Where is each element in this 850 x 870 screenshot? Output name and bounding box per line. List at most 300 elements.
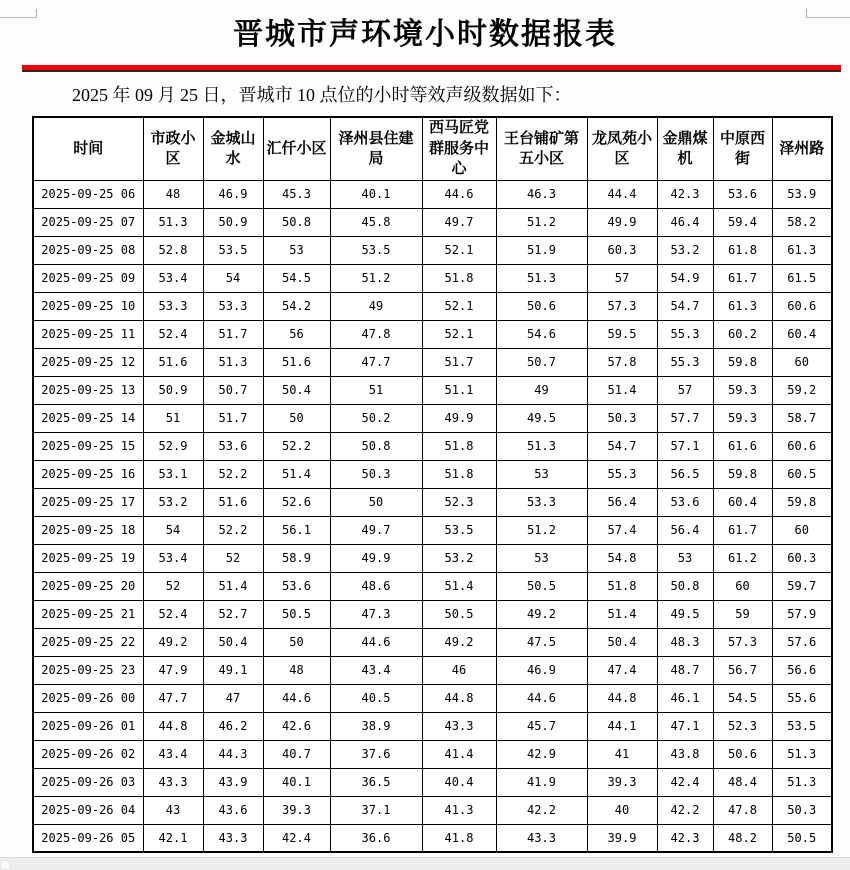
time-cell: 2025-09-25 14: [33, 404, 143, 432]
value-cell: 56.7: [713, 656, 772, 684]
value-cell: 45.7: [496, 712, 587, 740]
table-row: [33, 376, 832, 404]
value-cell: 51: [330, 376, 422, 404]
column-header: 金城山水: [203, 117, 263, 180]
value-cell: 52.4: [143, 600, 203, 628]
table-row: [33, 712, 832, 740]
table-row: [33, 432, 832, 460]
value-cell: 57.8: [587, 348, 657, 376]
value-cell: 43.4: [143, 740, 203, 768]
value-cell: 54: [203, 264, 263, 292]
value-cell: 43.6: [203, 796, 263, 824]
value-cell: 53.3: [496, 488, 587, 516]
value-cell: 60.3: [772, 544, 832, 572]
value-cell: 43.8: [657, 740, 713, 768]
time-cell: 2025-09-25 10: [33, 292, 143, 320]
value-cell: 52.8: [143, 236, 203, 264]
value-cell: 51.7: [422, 348, 496, 376]
value-cell: 47.3: [330, 600, 422, 628]
value-cell: 43.9: [203, 768, 263, 796]
value-cell: 57.7: [657, 404, 713, 432]
value-cell: 50.3: [587, 404, 657, 432]
value-cell: 42.3: [657, 824, 713, 852]
value-cell: 39.3: [587, 768, 657, 796]
time-cell: 2025-09-25 09: [33, 264, 143, 292]
value-cell: 51.3: [496, 264, 587, 292]
value-cell: 51.8: [422, 264, 496, 292]
value-cell: 50.5: [422, 600, 496, 628]
value-cell: 60.5: [772, 460, 832, 488]
time-cell: 2025-09-26 04: [33, 796, 143, 824]
value-cell: 37.1: [330, 796, 422, 824]
value-cell: 57.1: [657, 432, 713, 460]
value-cell: 46.3: [496, 180, 587, 208]
value-cell: 42.1: [143, 824, 203, 852]
column-header: 西马匠党群服务中心: [422, 117, 496, 180]
value-cell: 47.8: [330, 320, 422, 348]
value-cell: 50.2: [330, 404, 422, 432]
value-cell: 61.6: [713, 432, 772, 460]
value-cell: 59.8: [713, 460, 772, 488]
value-cell: 52.3: [713, 712, 772, 740]
value-cell: 53.6: [657, 488, 713, 516]
table-row: [33, 516, 832, 544]
value-cell: 60: [713, 572, 772, 600]
value-cell: 60.2: [713, 320, 772, 348]
table-row: [33, 572, 832, 600]
value-cell: 60.4: [713, 488, 772, 516]
value-cell: 59: [713, 600, 772, 628]
column-header: 时间: [33, 117, 143, 180]
value-cell: 55.3: [657, 348, 713, 376]
value-cell: 51.3: [772, 768, 832, 796]
time-cell: 2025-09-26 03: [33, 768, 143, 796]
value-cell: 47.8: [713, 796, 772, 824]
value-cell: 54.7: [657, 292, 713, 320]
value-cell: 53: [496, 544, 587, 572]
top-right-frame-edge: [806, 9, 850, 18]
value-cell: 60.4: [772, 320, 832, 348]
value-cell: 50.5: [263, 600, 330, 628]
value-cell: 59.5: [587, 320, 657, 348]
value-cell: 49.5: [496, 404, 587, 432]
value-cell: 58.9: [263, 544, 330, 572]
value-cell: 49.9: [330, 544, 422, 572]
time-cell: 2025-09-25 11: [33, 320, 143, 348]
time-cell: 2025-09-25 13: [33, 376, 143, 404]
value-cell: 46.4: [657, 208, 713, 236]
value-cell: 45.3: [263, 180, 330, 208]
report-subtitle: 2025 年 09 月 25 日，晋城市 10 点位的小时等效声级数据如下：: [72, 85, 572, 105]
value-cell: 56.1: [263, 516, 330, 544]
value-cell: 53.2: [143, 488, 203, 516]
value-cell: 47.7: [330, 348, 422, 376]
value-cell: 59.8: [713, 348, 772, 376]
value-cell: 57: [587, 264, 657, 292]
column-header: 泽州路: [772, 117, 832, 180]
time-cell: 2025-09-26 00: [33, 684, 143, 712]
value-cell: 48.3: [657, 628, 713, 656]
value-cell: 59.7: [772, 572, 832, 600]
noise-data-table: [32, 116, 833, 853]
value-cell: 52.3: [422, 488, 496, 516]
table-row: [33, 628, 832, 656]
value-cell: 51.8: [422, 460, 496, 488]
value-cell: 43.3: [422, 712, 496, 740]
time-cell: 2025-09-25 16: [33, 460, 143, 488]
value-cell: 51.7: [203, 404, 263, 432]
value-cell: 48: [263, 656, 330, 684]
page-title: 晋城市声环境小时数据报表: [233, 18, 617, 51]
table-row: [33, 796, 832, 824]
value-cell: 51.2: [496, 516, 587, 544]
value-cell: 51.8: [422, 432, 496, 460]
value-cell: 59.3: [713, 404, 772, 432]
column-header: 王台铺矿第五小区: [496, 117, 587, 180]
value-cell: 49.2: [143, 628, 203, 656]
value-cell: 51.7: [203, 320, 263, 348]
horizontal-scrollbar[interactable]: [0, 857, 850, 870]
value-cell: 57.6: [772, 628, 832, 656]
value-cell: 44.1: [587, 712, 657, 740]
value-cell: 42.9: [496, 740, 587, 768]
value-cell: 56.4: [587, 488, 657, 516]
value-cell: 54.2: [263, 292, 330, 320]
value-cell: 38.9: [330, 712, 422, 740]
value-cell: 49: [496, 376, 587, 404]
value-cell: 50: [330, 488, 422, 516]
table-row: [33, 208, 832, 236]
value-cell: 61.7: [713, 516, 772, 544]
value-cell: 49.9: [587, 208, 657, 236]
value-cell: 44.8: [422, 684, 496, 712]
value-cell: 51.6: [143, 348, 203, 376]
value-cell: 43.3: [203, 824, 263, 852]
value-cell: 40.5: [330, 684, 422, 712]
value-cell: 36.5: [330, 768, 422, 796]
table-row: [33, 488, 832, 516]
value-cell: 46.9: [496, 656, 587, 684]
time-cell: 2025-09-26 01: [33, 712, 143, 740]
value-cell: 59.8: [772, 488, 832, 516]
table-row: [33, 264, 832, 292]
value-cell: 51.3: [496, 432, 587, 460]
value-cell: 43.4: [330, 656, 422, 684]
value-cell: 44.8: [587, 684, 657, 712]
value-cell: 52.2: [203, 460, 263, 488]
top-left-frame-edge: [0, 9, 37, 18]
table-row: [33, 600, 832, 628]
value-cell: 60.6: [772, 432, 832, 460]
time-cell: 2025-09-25 23: [33, 656, 143, 684]
time-cell: 2025-09-25 06: [33, 180, 143, 208]
time-cell: 2025-09-25 12: [33, 348, 143, 376]
value-cell: 50.7: [203, 376, 263, 404]
value-cell: 54.6: [496, 320, 587, 348]
value-cell: 50.9: [203, 208, 263, 236]
value-cell: 55.3: [587, 460, 657, 488]
value-cell: 53.2: [657, 236, 713, 264]
value-cell: 52.4: [143, 320, 203, 348]
value-cell: 51.9: [496, 236, 587, 264]
value-cell: 57: [657, 376, 713, 404]
value-cell: 41.8: [422, 824, 496, 852]
value-cell: 49.7: [422, 208, 496, 236]
value-cell: 52.2: [263, 432, 330, 460]
value-cell: 50: [263, 404, 330, 432]
value-cell: 52.2: [203, 516, 263, 544]
value-cell: 44.6: [330, 628, 422, 656]
value-cell: 53.5: [772, 712, 832, 740]
value-cell: 50: [263, 628, 330, 656]
time-cell: 2025-09-25 08: [33, 236, 143, 264]
column-header: 中原西街: [713, 117, 772, 180]
value-cell: 51.2: [330, 264, 422, 292]
value-cell: 51.3: [203, 348, 263, 376]
report-page: [0, 9, 850, 870]
title-divider: [22, 65, 841, 72]
value-cell: 46.9: [203, 180, 263, 208]
value-cell: 50.3: [330, 460, 422, 488]
value-cell: 58.7: [772, 404, 832, 432]
column-header: 泽州县住建局: [330, 117, 422, 180]
value-cell: 52.7: [203, 600, 263, 628]
column-header: 龙凤苑小区: [587, 117, 657, 180]
value-cell: 42.4: [657, 768, 713, 796]
value-cell: 50.4: [587, 628, 657, 656]
value-cell: 50.8: [657, 572, 713, 600]
value-cell: 59.4: [713, 208, 772, 236]
value-cell: 51.1: [422, 376, 496, 404]
table-row: [33, 236, 832, 264]
column-header: 市政小区: [143, 117, 203, 180]
value-cell: 44.3: [203, 740, 263, 768]
value-cell: 50.4: [203, 628, 263, 656]
value-cell: 49.7: [330, 516, 422, 544]
value-cell: 43: [143, 796, 203, 824]
value-cell: 51.4: [587, 600, 657, 628]
value-cell: 50.6: [496, 292, 587, 320]
value-cell: 47.5: [496, 628, 587, 656]
value-cell: 49.9: [422, 404, 496, 432]
value-cell: 40.4: [422, 768, 496, 796]
value-cell: 44.6: [263, 684, 330, 712]
time-cell: 2025-09-25 17: [33, 488, 143, 516]
value-cell: 51.4: [263, 460, 330, 488]
value-cell: 53.9: [772, 180, 832, 208]
value-cell: 42.2: [496, 796, 587, 824]
value-cell: 54.9: [657, 264, 713, 292]
value-cell: 49.1: [203, 656, 263, 684]
value-cell: 54.5: [713, 684, 772, 712]
value-cell: 52.1: [422, 292, 496, 320]
value-cell: 42.2: [657, 796, 713, 824]
value-cell: 53.4: [143, 544, 203, 572]
time-cell: 2025-09-26 05: [33, 824, 143, 852]
value-cell: 51.4: [203, 572, 263, 600]
value-cell: 56.5: [657, 460, 713, 488]
scrollbar-thumb[interactable]: [0, 860, 11, 870]
value-cell: 41: [587, 740, 657, 768]
value-cell: 50.9: [143, 376, 203, 404]
value-cell: 46.2: [203, 712, 263, 740]
value-cell: 50.5: [772, 824, 832, 852]
value-cell: 47.7: [143, 684, 203, 712]
value-cell: 53: [263, 236, 330, 264]
value-cell: 39.9: [587, 824, 657, 852]
value-cell: 57.3: [713, 628, 772, 656]
value-cell: 44.8: [143, 712, 203, 740]
value-cell: 48.6: [330, 572, 422, 600]
table-row: [33, 824, 832, 852]
value-cell: 61.3: [772, 236, 832, 264]
time-cell: 2025-09-25 20: [33, 572, 143, 600]
value-cell: 61.3: [713, 292, 772, 320]
value-cell: 48.4: [713, 768, 772, 796]
value-cell: 48.7: [657, 656, 713, 684]
value-cell: 53.3: [143, 292, 203, 320]
table-row: [33, 180, 832, 208]
value-cell: 53.6: [203, 432, 263, 460]
value-cell: 53.5: [422, 516, 496, 544]
value-cell: 43.3: [496, 824, 587, 852]
time-cell: 2025-09-25 18: [33, 516, 143, 544]
value-cell: 50.3: [772, 796, 832, 824]
value-cell: 50.8: [330, 432, 422, 460]
value-cell: 59.2: [772, 376, 832, 404]
table-row: [33, 544, 832, 572]
value-cell: 55.6: [772, 684, 832, 712]
time-cell: 2025-09-26 02: [33, 740, 143, 768]
value-cell: 49.5: [657, 600, 713, 628]
value-cell: 53.6: [263, 572, 330, 600]
value-cell: 49.2: [496, 600, 587, 628]
value-cell: 54.5: [263, 264, 330, 292]
value-cell: 40.7: [263, 740, 330, 768]
value-cell: 60.6: [772, 292, 832, 320]
value-cell: 50.5: [496, 572, 587, 600]
value-cell: 51: [143, 404, 203, 432]
value-cell: 42.6: [263, 712, 330, 740]
value-cell: 52.1: [422, 320, 496, 348]
value-cell: 51.4: [587, 376, 657, 404]
value-cell: 59.3: [713, 376, 772, 404]
value-cell: 41.4: [422, 740, 496, 768]
value-cell: 49: [330, 292, 422, 320]
value-cell: 61.7: [713, 264, 772, 292]
header-row: [33, 117, 832, 180]
value-cell: 50.6: [713, 740, 772, 768]
value-cell: 61.5: [772, 264, 832, 292]
value-cell: 58.2: [772, 208, 832, 236]
value-cell: 46.1: [657, 684, 713, 712]
value-cell: 56.4: [657, 516, 713, 544]
value-cell: 47: [203, 684, 263, 712]
column-header: 汇仟小区: [263, 117, 330, 180]
value-cell: 53: [657, 544, 713, 572]
value-cell: 53.6: [713, 180, 772, 208]
value-cell: 42.4: [263, 824, 330, 852]
value-cell: 55.3: [657, 320, 713, 348]
value-cell: 47.4: [587, 656, 657, 684]
value-cell: 43.3: [143, 768, 203, 796]
table-row: [33, 768, 832, 796]
value-cell: 56.6: [772, 656, 832, 684]
time-cell: 2025-09-25 22: [33, 628, 143, 656]
value-cell: 40.1: [263, 768, 330, 796]
time-cell: 2025-09-25 21: [33, 600, 143, 628]
value-cell: 57.3: [587, 292, 657, 320]
column-header: 金鼎煤机: [657, 117, 713, 180]
value-cell: 40: [587, 796, 657, 824]
value-cell: 53.5: [330, 236, 422, 264]
value-cell: 61.2: [713, 544, 772, 572]
time-cell: 2025-09-25 19: [33, 544, 143, 572]
value-cell: 53: [496, 460, 587, 488]
value-cell: 40.1: [330, 180, 422, 208]
value-cell: 52.9: [143, 432, 203, 460]
value-cell: 37.6: [330, 740, 422, 768]
table-row: [33, 320, 832, 348]
value-cell: 41.9: [496, 768, 587, 796]
value-cell: 51.8: [587, 572, 657, 600]
value-cell: 50.8: [263, 208, 330, 236]
value-cell: 54.7: [587, 432, 657, 460]
table-row: [33, 684, 832, 712]
table-row: [33, 348, 832, 376]
value-cell: 49.2: [422, 628, 496, 656]
value-cell: 51.6: [203, 488, 263, 516]
table-row: [33, 460, 832, 488]
table-row: [33, 292, 832, 320]
value-cell: 51.2: [496, 208, 587, 236]
value-cell: 48: [143, 180, 203, 208]
value-cell: 60: [772, 516, 832, 544]
value-cell: 53.5: [203, 236, 263, 264]
value-cell: 44.4: [587, 180, 657, 208]
table-row: [33, 740, 832, 768]
table-row: [33, 656, 832, 684]
value-cell: 56: [263, 320, 330, 348]
value-cell: 53.2: [422, 544, 496, 572]
value-cell: 50.7: [496, 348, 587, 376]
value-cell: 51.4: [422, 572, 496, 600]
value-cell: 51.3: [772, 740, 832, 768]
value-cell: 54: [143, 516, 203, 544]
value-cell: 60.3: [587, 236, 657, 264]
value-cell: 52.1: [422, 236, 496, 264]
value-cell: 52: [143, 572, 203, 600]
value-cell: 41.3: [422, 796, 496, 824]
value-cell: 39.3: [263, 796, 330, 824]
value-cell: 44.6: [422, 180, 496, 208]
value-cell: 53.1: [143, 460, 203, 488]
value-cell: 47.1: [657, 712, 713, 740]
value-cell: 46: [422, 656, 496, 684]
value-cell: 52.6: [263, 488, 330, 516]
value-cell: 45.8: [330, 208, 422, 236]
value-cell: 57.4: [587, 516, 657, 544]
table-row: [33, 404, 832, 432]
value-cell: 48.2: [713, 824, 772, 852]
value-cell: 53.4: [143, 264, 203, 292]
value-cell: 54.8: [587, 544, 657, 572]
value-cell: 42.3: [657, 180, 713, 208]
value-cell: 50.4: [263, 376, 330, 404]
value-cell: 51.6: [263, 348, 330, 376]
value-cell: 47.9: [143, 656, 203, 684]
value-cell: 57.9: [772, 600, 832, 628]
